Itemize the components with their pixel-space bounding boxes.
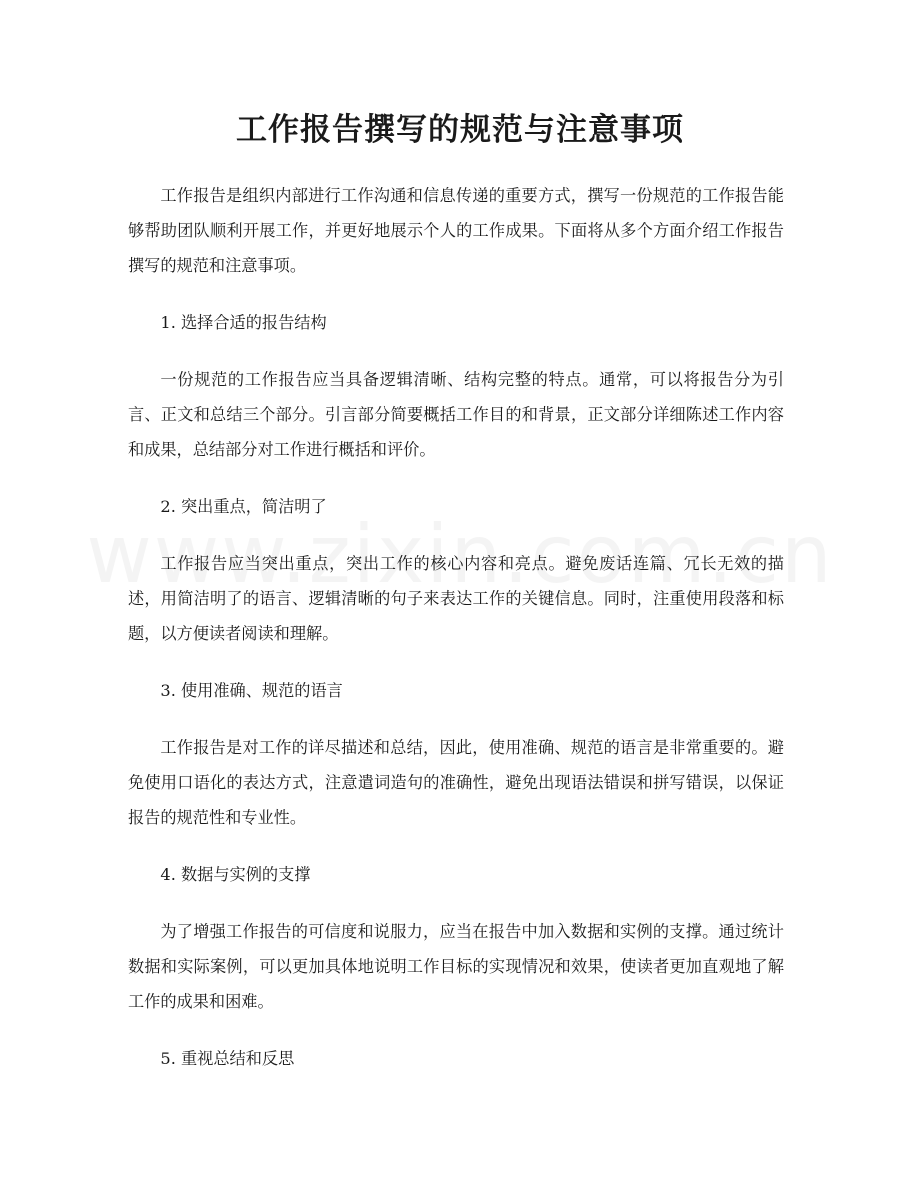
section-heading-5: 5. 重视总结和反思 — [160, 1049, 295, 1068]
intro-paragraph: 工作报告是组织内部进行工作沟通和信息传递的重要方式，撰写一份规范的工作报告能够帮助团队顺利开展工作，并更好地展示个人的工作成果。下面将从多个方面介绍工作报告撰写的规范和注意事项。 — [128, 186, 784, 275]
section-heading-4: 4. 数据与实例的支撑 — [160, 865, 311, 884]
section-heading-2: 2. 突出重点，简洁明了 — [160, 497, 327, 516]
section-body-3: 工作报告是对工作的详尽描述和总结，因此，使用准确、规范的语言是非常重要的。避免使用口语化的表达方式，注意遣词造句的准确性，避免出现语法错误和拼写错误，以保证报告的规范性和专业性。 — [128, 738, 784, 827]
section-heading-3: 3. 使用准确、规范的语言 — [160, 681, 343, 700]
section-body-2: 工作报告应当突出重点，突出工作的核心内容和亮点。避免废话连篇、冗长无效的描述，用简洁明了的语言、逻辑清晰的句子来表达工作的关键信息。同时，注重使用段落和标题，以方便读者阅读和理解。 — [128, 554, 784, 643]
document-title: 工作报告撰写的规范与注意事项 — [236, 112, 684, 148]
document-body — [128, 178, 784, 1098]
section-body-4: 为了增强工作报告的可信度和说服力，应当在报告中加入数据和实例的支撑。通过统计数据和实际案例，可以更加具体地说明工作目标的实现情况和效果，使读者更加直观地了解工作的成果和困难。 — [128, 922, 784, 1011]
section-heading-1: 1. 选择合适的报告结构 — [160, 313, 327, 332]
section-body-1: 一份规范的工作报告应当具备逻辑清晰、结构完整的特点。通常，可以将报告分为引言、正文和总结三个部分。引言部分简要概括工作目的和背景，正文部分详细陈述工作内容和成果，总结部分对工作进行概括和评价。 — [128, 370, 784, 459]
